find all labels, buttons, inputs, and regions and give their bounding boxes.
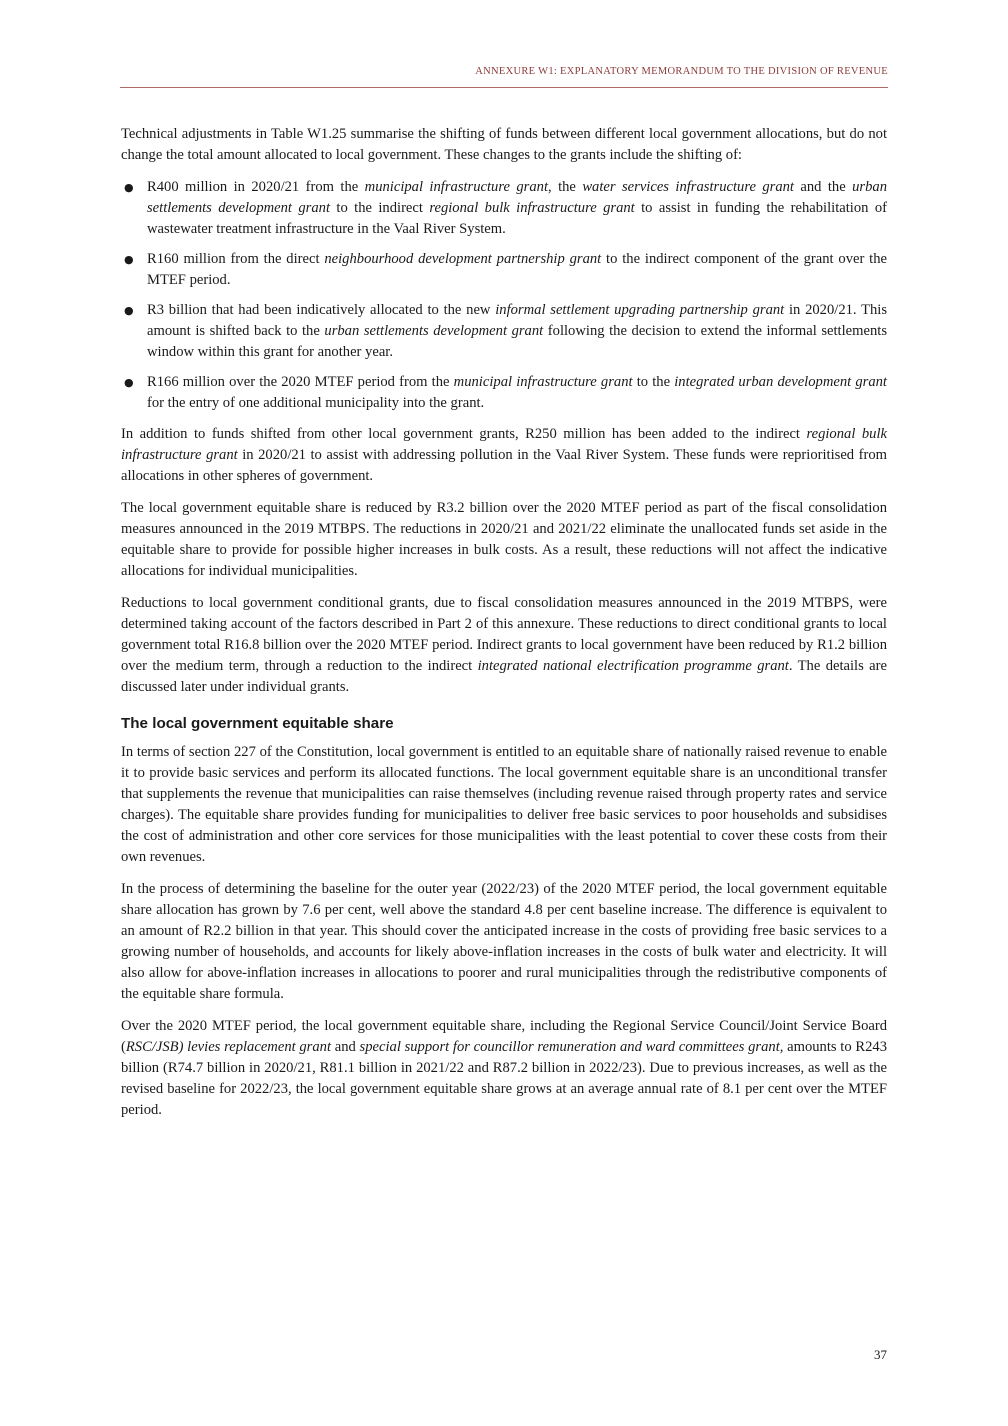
section-heading: The local government equitable share	[121, 715, 394, 732]
page-content	[121, 124, 887, 1132]
mtef-paragraph: Over the 2020 MTEF period, the local government equitable share, including the Regional Service Council/Joint Service Board (RSC/JSB) levies replacement grant and special support for councillor remuneration and ward committees grant, amounts to R243 billion (R74.7 billion in 2020/21, R81.1 billion in 2021/22 and R87.2 billion in 2022/23). Due to previous increases, as well as the revised baseline for 2022/23, the local government equitable share grows at an average annual rate of 8.1 per cent over the MTEF period.	[121, 1018, 888, 1118]
equitable-reduction-paragraph: The local government equitable share is reduced by R3.2 billion over the 2020 MTEF period as part of the fiscal consolidation measures announced in the 2019 MTBPS. The reductions in 2020/21 and 2021/22 eliminate the unallocated funds set aside in the equitable share to provide for possible higher increases in bulk costs. As a result, these reductions will not affect the indicative allocations for individual municipalities.	[121, 500, 887, 579]
addition-paragraph: In addition to funds shifted from other local government grants, R250 million has been added to the indirect regional bulk infrastructure grant in 2020/21 to assist with addressing pollution in the Vaal River System. These funds were reprioritised from allocations in other spheres of government.	[121, 426, 887, 484]
reductions-paragraph: Reductions to local government conditional grants, due to fiscal consolidation measures announced in the 2019 MTBPS, were determined taking account of the factors described in Part 2 of this annexure. These reductions to direct conditional grants to local government total R16.8 billion over the 2020 MTEF period. Indirect grants to local government have been reduced by R1.2 billion over the medium term, through a reduction to the indirect integrated national electrification programme grant. The details are discussed later under individual grants.	[121, 595, 887, 695]
intro-paragraph: Technical adjustments in Table W1.25 summarise the shifting of funds between different local government allocations, but do not change the total amount allocated to local government. These changes to the grants include the shifting of:	[121, 126, 887, 163]
list-item: ● R400 million in 2020/21 from the municipal infrastructure grant, the water services infrastructure grant and the urban settlements development grant to the indirect regional bulk infrastructure grant to assist in funding the rehabilitation of wastewater treatment infrastructure in the Vaal River System.	[124, 179, 888, 237]
list-item: ● R3 billion that had been indicatively allocated to the new informal settlement upgrading partnership grant in 2020/21. This amount is shifted back to the urban settlements development grant following the decision to extend the informal settlements window within this grant for another year.	[124, 302, 888, 360]
running-header: ANNEXURE W1: EXPLANATORY MEMORANDUM TO THE DIVISION OF REVENUE	[475, 66, 888, 77]
header-rule	[120, 87, 888, 88]
bullet-icon: ●	[124, 304, 134, 317]
baseline-paragraph: In the process of determining the baseline for the outer year (2022/23) of the 2020 MTEF period, the local government equitable share allocation has grown by 7.6 per cent, well above the standard 4.8 per cent baseline increase. The difference is equivalent to an amount of R2.2 billion in that year. This should cover the anticipated increase in the costs of providing free basic services to a growing number of households, and accounts for likely above-inflation increases in the costs of bulk water and electricity. It will also allow for above-inflation increases in allocations to poorer and rural municipalities through the redistributive components of the equitable share formula.	[121, 881, 887, 1002]
bullet-icon: ●	[124, 376, 134, 389]
list-item: ● R160 million from the direct neighbourhood development partnership grant to the indirect component of the grant over the MTEF period.	[124, 251, 888, 288]
bullet-icon: ●	[124, 181, 134, 194]
bullet-icon: ●	[124, 253, 134, 266]
list-item: ● R166 million over the 2020 MTEF period from the municipal infrastructure grant to the integrated urban development grant for the entry of one additional municipality into the grant.	[124, 374, 887, 411]
adjustments-list	[121, 177, 887, 414]
constitution-paragraph: In terms of section 227 of the Constitution, local government is entitled to an equitable share of nationally raised revenue to enable it to provide basic services and perform its allocated functions. The local government equitable share is an unconditional transfer that supplements the revenue that municipalities can raise themselves (including revenue raised through property rates and service charges). The equitable share provides funding for municipalities to deliver free basic services to poor households and subsidises the cost of administration and other core services for those municipalities with the least potential to cover these costs from their own revenues.	[121, 744, 887, 865]
page-number: 37	[874, 1347, 887, 1362]
